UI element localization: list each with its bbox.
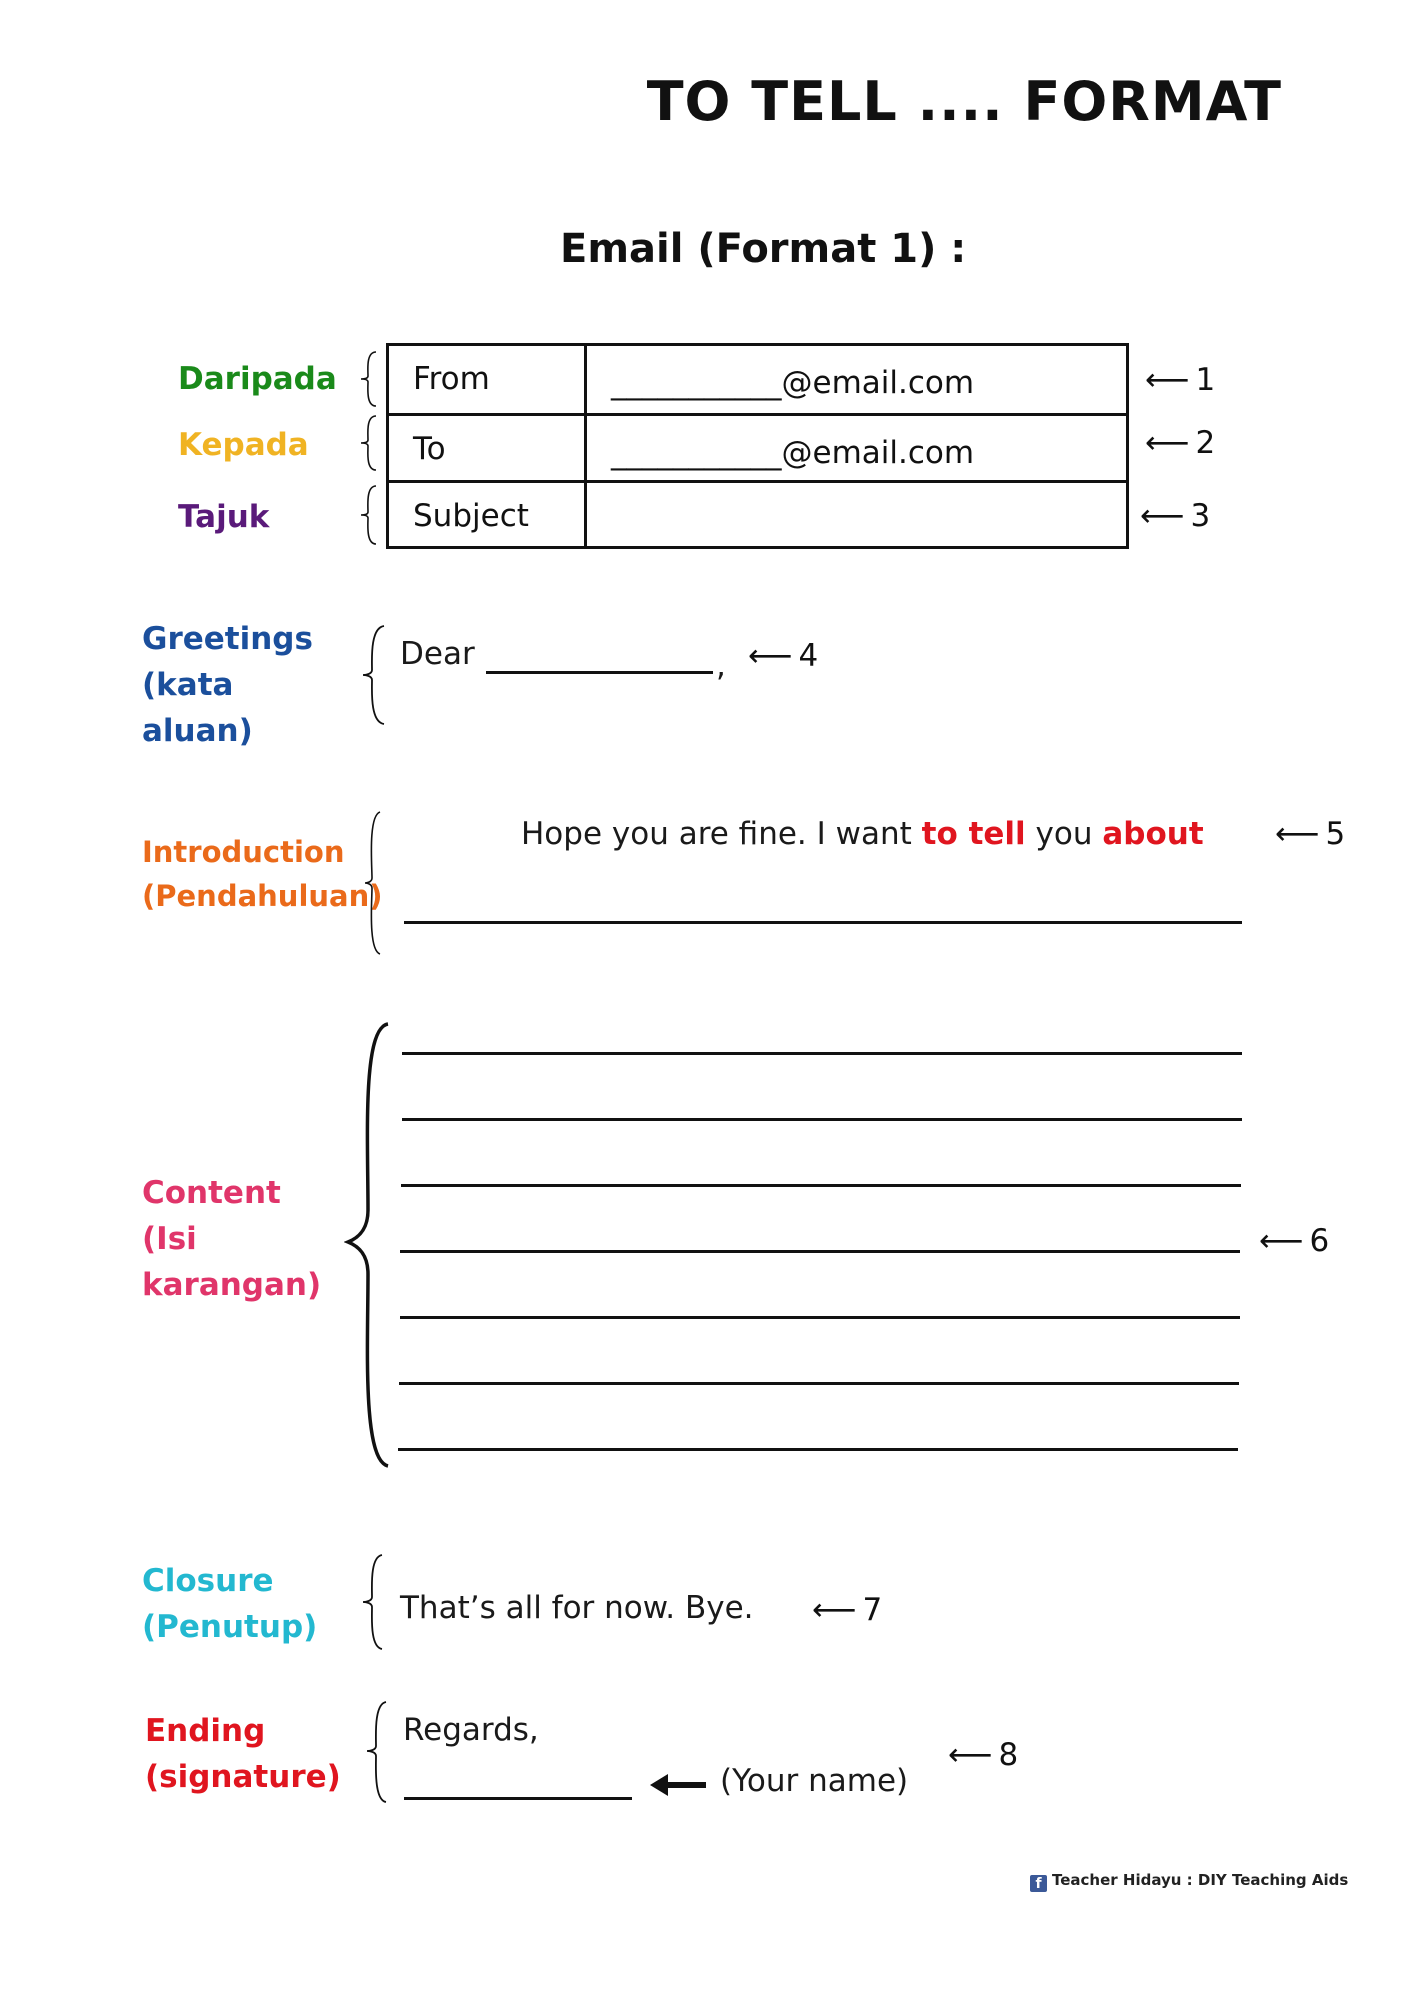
marker-2: ⟵ 2 — [1145, 425, 1216, 461]
brace-icon — [362, 810, 384, 956]
content-writing-line[interactable] — [402, 1118, 1242, 1121]
brace-icon — [358, 350, 380, 408]
label-kepada: Kepada — [178, 427, 309, 463]
email-header-table — [386, 343, 1129, 549]
left-arrow-icon: ⟵ — [1275, 816, 1320, 852]
from-field[interactable]: ___________@email.com — [611, 365, 975, 401]
to-label: To — [389, 416, 587, 483]
dear-text: Dear — [400, 636, 475, 672]
left-arrow-icon: ⟵ — [1145, 362, 1190, 398]
recipient-name-line[interactable] — [486, 671, 713, 674]
label-closure: Closure (Penutup) — [142, 1563, 318, 1645]
subject-label: Subject — [389, 483, 587, 549]
marker-6: ⟵ 6 — [1259, 1223, 1330, 1259]
page-title: TO TELL .... FORMAT — [646, 70, 1282, 133]
label-greetings: Greetings (kata aluan) — [142, 621, 313, 749]
content-writing-line[interactable] — [402, 1052, 1242, 1055]
regards-text: Regards, — [403, 1712, 539, 1748]
introduction-sentence: Hope you are fine. I want to tell you about — [521, 816, 1204, 852]
brace-icon — [358, 484, 380, 546]
content-writing-line[interactable] — [401, 1184, 1241, 1187]
bold-left-arrow-icon — [646, 1770, 708, 1800]
label-tajuk: Tajuk — [178, 499, 270, 535]
brace-icon — [360, 1553, 386, 1651]
left-arrow-icon: ⟵ — [748, 638, 793, 674]
brace-icon — [358, 414, 380, 472]
label-introduction: Introduction (Pendahuluan) — [142, 835, 383, 913]
left-arrow-icon: ⟵ — [1140, 498, 1185, 534]
left-arrow-icon: ⟵ — [1145, 425, 1190, 461]
label-ending: Ending (signature) — [145, 1713, 341, 1795]
marker-7: ⟵ 7 — [812, 1592, 883, 1628]
content-writing-line[interactable] — [400, 1250, 1240, 1253]
introduction-writing-line[interactable] — [404, 921, 1242, 924]
comma-text: , — [716, 648, 726, 684]
marker-3: ⟵ 3 — [1140, 498, 1211, 534]
left-arrow-icon: ⟵ — [812, 1592, 857, 1628]
to-field[interactable]: ___________@email.com — [611, 435, 975, 471]
marker-5: ⟵ 5 — [1275, 816, 1346, 852]
from-label: From — [389, 346, 587, 413]
brace-icon — [344, 1020, 394, 1470]
your-name-text: (Your name) — [720, 1763, 909, 1799]
marker-1: ⟵ 1 — [1145, 362, 1216, 398]
subject-row — [389, 480, 1126, 549]
subject-field[interactable] — [587, 483, 1126, 549]
content-writing-line[interactable] — [398, 1448, 1238, 1451]
left-arrow-icon: ⟵ — [1259, 1223, 1304, 1259]
brace-icon — [364, 1700, 390, 1804]
content-writing-line[interactable] — [400, 1316, 1240, 1319]
label-daripada: Daripada — [178, 361, 337, 397]
format-subtitle: Email (Format 1) : — [560, 226, 967, 272]
label-content: Content (Isi karangan) — [142, 1175, 322, 1303]
marker-4: ⟵ 4 — [748, 638, 819, 674]
marker-8: ⟵ 8 — [948, 1737, 1019, 1773]
closure-sentence: That’s all for now. Bye. — [400, 1590, 754, 1626]
content-writing-line[interactable] — [399, 1382, 1239, 1385]
footer-credit: f Teacher Hidayu : DIY Teaching Aids — [1030, 1871, 1348, 1892]
brace-icon — [360, 624, 388, 726]
from-row — [389, 346, 1126, 413]
left-arrow-icon: ⟵ — [948, 1737, 993, 1773]
to-row — [389, 413, 1126, 483]
facebook-icon: f — [1030, 1875, 1047, 1892]
signature-line[interactable] — [404, 1797, 632, 1800]
